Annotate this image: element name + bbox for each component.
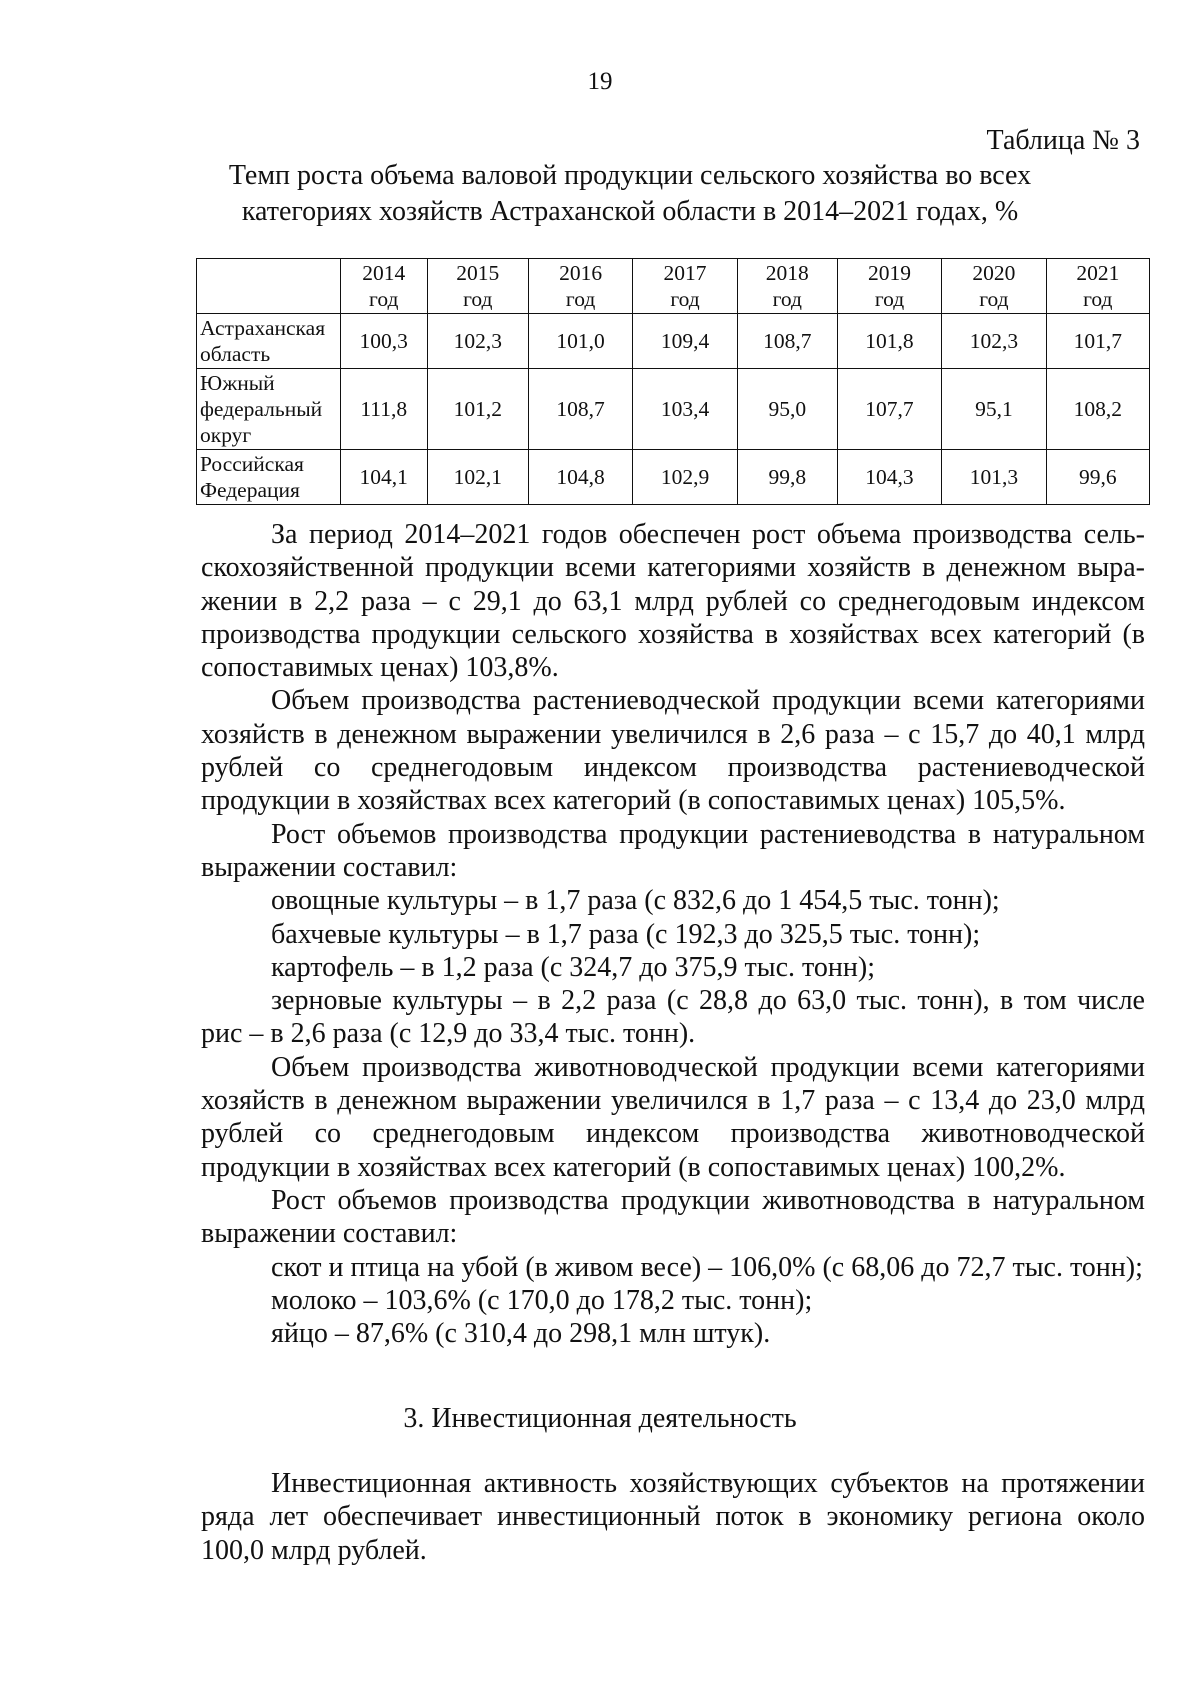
table-cell: 101,7 [1046,314,1149,369]
table-cell: 102,1 [427,450,528,505]
table-cell: 104,3 [837,450,941,505]
table-header-corner [197,259,341,314]
table-header-cell: 2017 год [633,259,737,314]
final-text [201,1467,1145,1567]
table-cell: 101,0 [528,314,632,369]
list-item: молоко – 103,6% (с 170,0 до 178,2 тыс. тонн); [271,1284,813,1316]
table-cell: 108,2 [1046,369,1149,450]
paragraph: Объем производства растениеводческой продукции всеми категориями хозяйств в денежном выражении увеличился в 2,6 раза – с 15,7 до 40,1 млрд рублей со среднегодовым индексом производства растениеводческой продукции в хозяйствах всех категорий (в сопоставимых ценах) 105,5%. [201,685,1145,817]
list-item: овощные культуры – в 1,7 раза (с 832,6 до 1 454,5 тыс. тонн); [271,885,1000,917]
paragraph: За период 2014–2021 годов обеспечен рост объема производства сельскохозяйственной продукции всеми категориями хозяйств в денежном выражении в 2,2 раза – с 29,1 до 63,1 млрд рублей со среднегодовым индексом производства продукции сельского хозяйства в хозяйствах всех категорий (в сопоставимых ценах) 103,8%. [201,519,1145,684]
list-item: зерновые культуры – в 2,2 раза (с 28,8 до 63,0 тыс. тонн), в том числе рис – в 2,6 раза (с 12,9 до 33,4 тыс. тонн). [201,985,1145,1050]
table-cell: 109,4 [633,314,737,369]
table-cell: 101,3 [942,450,1046,505]
table-header-cell: 2019 год [837,259,941,314]
table-cell: 103,4 [633,369,737,450]
body-text [201,518,1145,1350]
section-heading: 3. Инвестиционная деятельность [403,1403,797,1434]
list-item: картофель – в 1,2 раза (с 324,7 до 375,9 тыс. тонн); [271,951,875,983]
growth-rate-table [196,258,1150,505]
paragraph: Инвестиционная активность хозяйствующих субъектов на протяжении ряда лет обеспечивает инвестиционный поток в экономику региона около 100,0 млрд рублей. [201,1468,1145,1566]
table-cell: 111,8 [340,369,427,450]
table-cell: 102,9 [633,450,737,505]
row-label: Южный федеральный округ [197,369,341,450]
table-cell: 101,2 [427,369,528,450]
row-label: Российская Федерация [197,450,341,505]
table-row [197,369,1150,450]
paragraph: Объем производства животноводческой продукции всеми категориями хозяйств в денежном выражении увеличился в 1,7 раза – с 13,4 до 23,0 млрд рублей со среднегодовым индексом производства животноводческой продукции в хозяйствах всех категорий (в сопоставимых ценах) 100,2%. [201,1051,1145,1183]
table-header-cell: 2014 год [340,259,427,314]
table-header-cell: 2016 год [528,259,632,314]
table-cell: 99,6 [1046,450,1149,505]
paragraph: Рост объемов производства продукции растениеводства в натуральном выражении составил: [201,818,1145,883]
table-cell: 108,7 [528,369,632,450]
table-cell: 100,3 [340,314,427,369]
table-row [197,450,1150,505]
paragraph: Рост объемов производства продукции животноводства в натуральном выражении составил: [201,1184,1145,1250]
table-cell: 104,8 [528,450,632,505]
table-header-row [197,259,1150,314]
page-number: 19 [587,68,613,95]
table-cell: 108,7 [737,314,837,369]
table-cell: 99,8 [737,450,837,505]
table-header-cell: 2020 год [942,259,1046,314]
list-item: бахчевые культуры – в 1,7 раза (с 192,3 до 325,5 тыс. тонн); [271,918,981,950]
table-header-cell: 2015 год [427,259,528,314]
table-cell: 102,3 [427,314,528,369]
table-cell: 104,1 [340,450,427,505]
table-cell: 95,1 [942,369,1046,450]
list-item: скот и птица на убой (в живом весе) – 106,0% (с 68,06 до 72,7 тыс. тонн); [271,1251,1143,1283]
list-item: яйцо – 87,6% (с 310,4 до 298,1 млн штук). [271,1318,771,1350]
table-header-cell: 2018 год [737,259,837,314]
table-cell: 102,3 [942,314,1046,369]
table-cell: 101,8 [837,314,941,369]
row-label: Астраханская область [197,314,341,369]
table-label: Таблица № 3 [986,125,1140,156]
table-caption: Темп роста объема валовой продукции сельского хозяйства во всех категориях хозяйств Астраханской области в 2014–2021 годах, % [228,160,1032,227]
table-cell: 107,7 [837,369,941,450]
table-header-cell: 2021 год [1046,259,1149,314]
table-cell: 95,0 [737,369,837,450]
table-row [197,314,1150,369]
